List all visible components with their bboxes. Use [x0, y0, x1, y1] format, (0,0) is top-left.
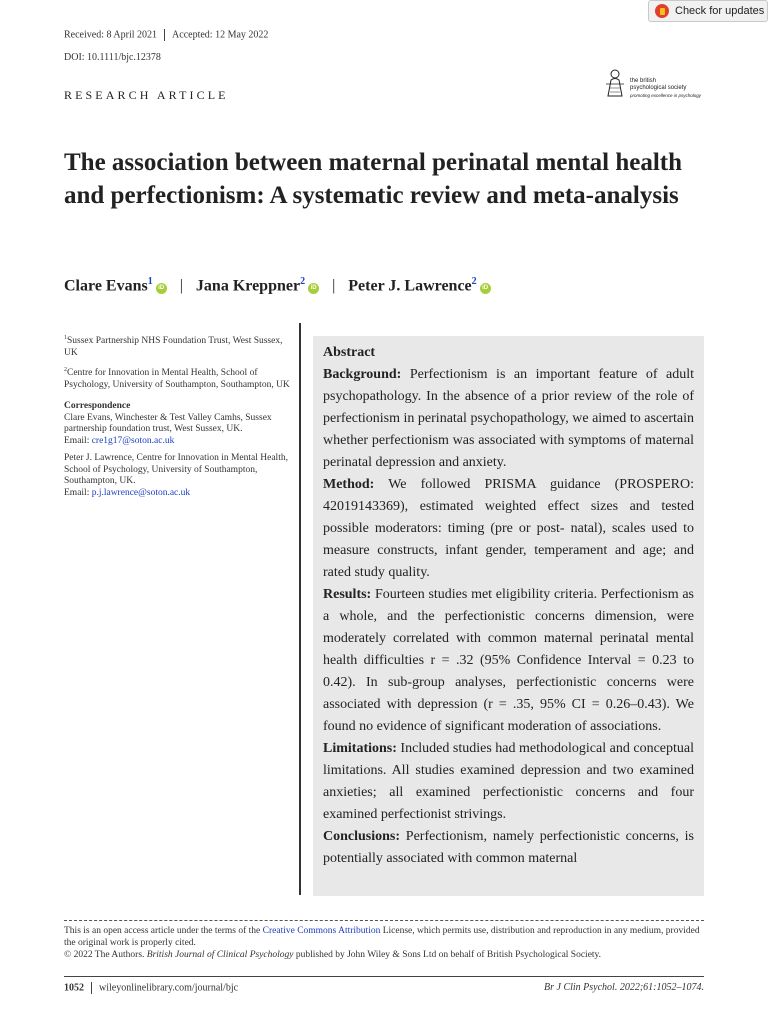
email-link[interactable]: p.j.lawrence@soton.ac.uk: [91, 487, 191, 498]
license-link[interactable]: Creative Commons Attribution: [262, 926, 381, 936]
abstract-box: [313, 336, 704, 896]
bps-line2: psychological society: [630, 85, 687, 91]
abstract-results: Results: Fourteen studies met eligibility criteria. Perfectionism as a whole, and the perfectionistic concerns dimension, were moderately correlated with common maternal perinatal mental health difficulties r = .32 (95% Confidence Interval = 0.23 to 0.42). In sub-group analyses, perfectionistic concerns were associated with depression (r = .35, 95% CI = 0.26–0.43). We found no evidence of significant moderation of associations.: [323, 587, 694, 734]
bps-tagline: promoting excellence in psychology: [630, 93, 702, 98]
doi: DOI: 10.1111/bjc.12378: [64, 52, 161, 63]
column-divider: [299, 323, 301, 895]
check-for-updates-label: Check for updates: [675, 5, 765, 17]
author-name[interactable]: Peter J. Lawrence: [348, 277, 472, 295]
abstract-heading: Abstract: [323, 345, 376, 360]
correspondence-heading: Correspondence: [64, 401, 131, 412]
affiliations-column: [64, 333, 292, 505]
author-separator: |: [332, 277, 336, 295]
abstract-method: Method: We followed PRISMA guidance (PROSPERO: 42019143369), estimated weighted effect sizes and tested possible moderators: timing (pre or post- natal), scales used to measure constructs, infant gender, temperament and age; and rated study quality.: [323, 477, 694, 580]
divider: [91, 982, 92, 994]
abstract-conclusions: Conclusions: Perfectionism, namely perfectionistic concerns, is potentially associated with common maternal: [323, 829, 694, 866]
license-note: This is an open access article under the terms of the Creative Commons Attribution License, which permits use, distribution and reproduction in any medium, provided the original work is properly cited. © 2022 The Authors. British Journal of Clinical Psychology published by John Wiley & Sons Ltd on behalf of British Psychological Society.: [64, 926, 700, 960]
author-name[interactable]: Jana Kreppner: [195, 277, 301, 295]
author-name[interactable]: Clare Evans: [64, 277, 148, 295]
abstract-limitations: Limitations: Included studies had methodological and conceptual limitations. All studies examined depression and two examined anxieties; all examined perfectionistic concerns and four examined perfectionist strivings.: [323, 741, 694, 822]
orcid-icon[interactable]: iD: [308, 283, 319, 294]
orcid-icon[interactable]: iD: [156, 283, 167, 294]
accepted-date: Accepted: 12 May 2022: [172, 29, 269, 41]
orcid-icon[interactable]: iD: [480, 283, 491, 294]
correspondence-2: Peter J. Lawrence, Centre for Innovation in Mental Health, School of Psychology, University of Southampton, Southampton, UK. Email: p.j.lawrence@soton.ac.uk: [64, 453, 288, 498]
affiliation-marker: 2: [300, 276, 306, 287]
article-title: The association between maternal perinatal mental health and perfectionism: A systematic review and meta-analysis: [64, 149, 683, 209]
section-label: RESEARCH ARTICLE: [64, 88, 229, 102]
bps-logo: [604, 68, 701, 99]
divider: [164, 29, 165, 41]
bps-line1: the british: [630, 78, 657, 84]
crossmark-icon: [655, 4, 669, 18]
check-for-updates-button[interactable]: [648, 0, 768, 22]
author-list: [64, 276, 491, 295]
page-footer-rule: [64, 976, 704, 977]
citation: Br J Clin Psychol. 2022;61:1052–1074.: [544, 982, 704, 993]
abstract-background: Background: Perfectionism is an important feature of adult psychopathology. In the absence of a prior review of the role of perfectionism in perinatal psychopathology, we aimed to ascertain whether perfectionism was associated with symptoms of maternal perinatal depression and anxiety.: [323, 367, 694, 470]
correspondence-1: Clare Evans, Winchester & Test Valley Camhs, Sussex partnership foundation trust, West Sussex, UK. Email: cre1g17@soton.ac.uk: [64, 412, 272, 446]
page-footer: [64, 982, 704, 994]
page-number: 1052: [64, 982, 84, 994]
affiliation-2: $^2$Centre for Innovation in Mental Health, School of Psychology, University of Southampton, Southampton, UK: [64, 367, 290, 390]
affiliation-marker: 1: [147, 276, 153, 287]
author-separator: |: [179, 277, 183, 295]
journal-site[interactable]: wileyonlinelibrary.com/journal/bjc: [99, 982, 239, 994]
dates-line: [64, 29, 268, 41]
bps-emblem-icon: [604, 68, 626, 98]
footer-divider: [64, 920, 704, 921]
affiliation-1: $^1$Sussex Partnership NHS Foundation Trust, West Sussex, UK: [64, 335, 283, 358]
received-date: Received: 8 April 2021: [64, 29, 158, 41]
affiliation-marker: 2: [471, 276, 477, 287]
email-link[interactable]: cre1g17@soton.ac.uk: [91, 435, 175, 446]
